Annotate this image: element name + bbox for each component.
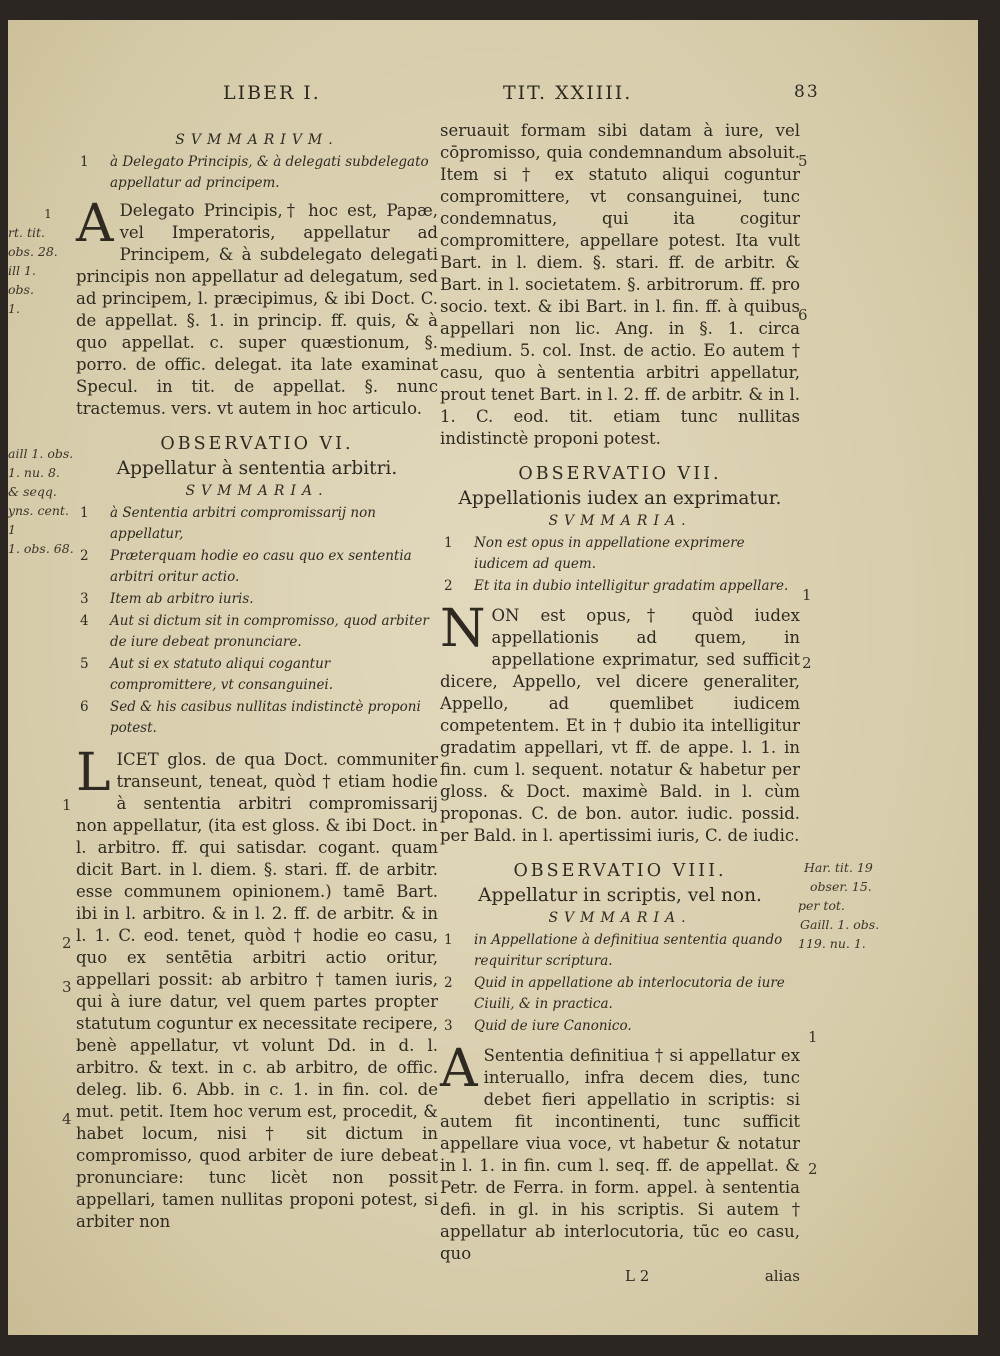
summary-item-text: Item ab arbitro iuris. [110,591,254,607]
summary-item-text: Aut si dictum sit in compromisso, quod arbiter de iure debeat pronunciare. [110,613,429,650]
summary-item-text: à Sententia arbitri compromissarij non appellatur, [110,505,376,542]
body-paragraph: ON est opus,† quòd iudex appellationis ad quem, in appellatione exprimatur, sed sufficit dicere, Appello, vel dicere generaliter, Appello, ad quemlibet iudicem competentem. Et in † dubio ita intelligitur gradatim appellari, vt ff. de appe. l. 1. in fin. cum l. sequent. notatur & habetur per gloss. & Doct. maximè Bald. in l. cùm proponas. C. de bon. autor. iudic. possid. per Bald. in l. apertissimi iuris, C. de iudic. [440,606,800,845]
summary-item [76,546,438,588]
observation-subtitle: Appellatur à sententia arbitri. [116,458,398,479]
margin-note: ill 1. obs. [8,263,36,297]
summary-title: SVMMARIA. [185,483,329,499]
intro-paragraph: Delegato Principis,† hoc est, Papæ, vel Imperatoris, appellatur ad Principem, & à subdelegato delegati principis non appellatur ad delegatum, sed ad principem, l. præcipimus, & ibi Doct. C. de appellat. §. 1. in princip. ff. quis, & à quo appellat. c. super quæstionum, §. porro. de offic. delegat. ita late examinat Specul. in tit. de appellat. §. nunc tractemus. vers. vt autem in hoc articulo. [76,201,438,418]
summary-item-text: à Delegato Principis, & à delegati subdelegato appellatur ad principem. [110,154,429,191]
summary-item [76,654,438,696]
summary-item-number: 6 [80,699,89,715]
summary-item-number: 4 [80,613,89,629]
observation-subtitle: Appellationis iudex an exprimatur. [458,488,782,509]
margin-number: 2 [62,934,72,952]
margin-number: 5 [798,152,808,170]
drop-cap: L [76,743,111,803]
margin-number: 1 [808,1028,818,1046]
observation-title: OBSERVATIO VI. [160,434,354,454]
summary-item [76,611,438,653]
margin-note: aill 1. obs. [8,446,74,461]
margin-note: & seqq. [8,484,57,499]
summary-item-text: Quid de iure Canonico. [474,1018,632,1034]
summary-item [440,1016,800,1037]
page-footer [440,1267,800,1285]
margin-note: Gaill. 1. obs. [800,917,880,932]
margin-note: rt. tit. [8,225,45,240]
summary-item-number: 5 [80,656,89,672]
catchword: alias [764,1267,800,1285]
summary-list [76,503,438,739]
summary-title: SVMMARIA. [548,513,692,529]
summary-item [440,533,800,575]
page-number: 83 [794,82,820,102]
margin-number: 1 [62,796,72,814]
margin-number: 6 [798,306,808,324]
margin-note: Har. tit. 19 [804,860,873,875]
drop-cap: A [76,194,114,254]
running-head-left: LIBER I. [223,82,321,104]
summary-item-number: 1 [444,932,453,948]
margin-number: 2 [802,654,812,672]
summary-item [440,973,800,1015]
summary-item-number: 2 [444,975,453,991]
left-column [76,128,438,1233]
margin-number: 4 [62,1110,72,1128]
left-margin-notes-middle [8,444,74,558]
summary-item-text: Aut si ex statuto aliqui cogantur compromittere, vt consanguinei. [110,656,334,693]
summary-item [440,576,800,597]
summary-item [76,589,438,610]
observation-subtitle: Appellatur in scriptis, vel non. [478,885,762,906]
summary-item-text: Quid in appellatione ab interlocutoria de iure Ciuili, & in practica. [474,975,785,1012]
margin-note: 1. obs. 68. [8,541,74,556]
margin-number: 1 [802,586,812,604]
summary-item [76,697,438,739]
running-head-center: TIT. XXIIII. [503,82,633,104]
drop-cap: N [440,599,486,659]
margin-number: 3 [62,978,72,996]
margin-note: yns. cent. 1 [8,503,69,537]
summary-list [440,533,800,597]
margin-note: 119. nu. 1. [798,936,866,951]
margin-note: obser. 15. [810,879,872,894]
right-column [440,120,800,1285]
summary-item-number: 1 [80,154,89,170]
summary-item-text: Præterquam hodie eo casu quo ex sententia arbitri oritur actio. [110,548,412,585]
continuation-paragraph: seruauit formam sibi datam à iure, vel cōpromisso, quia condemnandum absoluit. Item si † ex statuto aliqui coguntur compromittere, vt consanguinei, tunc condemnatus, qui ita cogitur compromittere, appellare potest. Ita vult Bart. in l. diem. §. stari. ff. de arbitr. & Bart. in l. societatem. §. arbitrorum. ff. pro socio. text. & ibi Bart. in l. fin. ff. à quibus appellari non lic. Ang. in §. 1. circa medium. 5. col. Inst. de actio. Eo autem † casu, quo à sententia arbitri appellatur, prout tenet Bart. in l. 2. ff. de arbitr. & in l. 1. C. eod. tit. etiam tunc nullitas indistinctè proponi potest. [440,121,800,448]
summary-item-number: 3 [80,591,89,607]
drop-cap: A [440,1039,478,1099]
observation-title: OBSERVATIO VIII. [513,861,727,881]
summary-item [76,152,438,194]
summary-item-text: Sed & his casibus nullitas indistinctè proponi potest. [110,699,421,736]
summary-title: SVMMARIA. [548,910,692,926]
margin-note: 1. [8,301,20,316]
margin-note: per tot. [798,898,845,913]
right-margin-notes [798,858,888,953]
summary-list [440,930,800,1037]
observation-title: OBSERVATIO VII. [518,464,722,484]
left-margin-notes-top [8,204,60,318]
summary-item-number: 1 [80,505,89,521]
summary-item-text: in Appellatione à definitiua sententia quando requiritur scriptura. [474,932,783,969]
body-paragraph: Sententia definitiua † si appellatur ex interuallo, infra decem dies, tunc debet fieri appellatio in scriptis: si autem fit incontinenti, tunc sufficit appellare viua voce, vt habetur & notatur in l. 1. in fin. cum l. seq. ff. de appellat. & Petr. de Ferra. in form. appel. à sententia defi. in gl. in his scriptis. Si autem † appellatur ab interlocutoria, tūc eo casu, quo [440,1046,800,1263]
summary-item-number: 1 [444,535,453,551]
summary-list [76,152,438,194]
summary-item [440,930,800,972]
summary-item [76,503,438,545]
margin-note: 1 [44,206,52,221]
margin-number: 2 [808,1160,818,1178]
summary-item-text: Et ita in dubio intelligitur gradatim appellare. [474,578,789,594]
margin-note: 1. nu. 8. [8,465,60,480]
summary-item-text: Non est opus in appellatione exprimere iudicem ad quem. [474,535,745,572]
body-paragraph: ICET glos. de qua Doct. communiter transeunt, teneat, quòd † etiam hodie à sententia arbitri compromissarij non appellatur, (ita est gloss. & ibi Doct. in l. arbitro. ff. qui satisdar. cogant. quam dicit Bart. in l. diem. §. stari. ff. de arbitr. esse communem opinionem.) tamē Bart. ibi in l. arbitro. & in l. 2. ff. de arbitr. & in l. 1. C. eod. tenet, quòd † hodie eo casu, quo ex sentētia arbitri actio oritur, appellari possit: ab arbitro † tamen iuris, qui à iure datur, vel quem partes propter statutum coguntur ex necessitate recipere, benè appellatur, vt volunt Dd. in d. l. arbitro. & text. in c. ab arbitro, de offic. deleg. lib. 6. Abb. in c. 1. in fin. col. de mut. petit. Item hoc verum est, procedit, & habet locum, nisi † sit dictum in compromisso, quod arbiter de iure debeat pronunciare: tunc licèt non possit appellari, tamen nullitas proponi potest, si arbiter non [76,750,438,1231]
summary-item-number: 2 [444,578,453,594]
signature-mark: L 2 [625,1267,650,1285]
margin-note: obs. 28. [8,244,58,259]
summary-item-number: 2 [80,548,89,564]
summary-item-number: 3 [444,1018,453,1034]
summary-title: SVMMARIVM. [175,132,339,148]
book-page [8,20,978,1335]
